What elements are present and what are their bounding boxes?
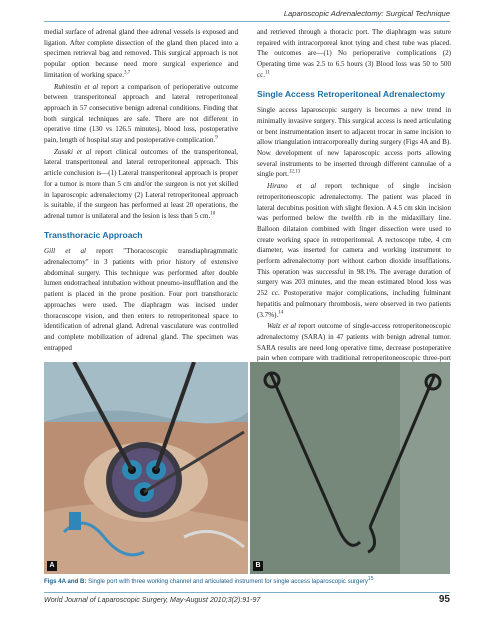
figure-caption: Figs 4A and B: Single port with three working channel and articulated instrument for single access laparoscopic surgery$^{15}$ [44, 575, 374, 585]
articulated-instrument-photo [250, 362, 450, 574]
page-number: 95 [438, 594, 450, 605]
citation: 12,13 [288, 170, 301, 176]
citation: 15 [367, 575, 374, 582]
single-port-photo [44, 362, 248, 574]
citation: 11 [265, 70, 270, 76]
paragraph: Walz et al report outcome of single-access retroperitoneoscopic adrenalectomy (SARA) in 47 patients with benign adrenal tumor. SARA results are need long operative time, decrease postoperative pain when compare with traditional retroperitoneoscopic three-port [257, 322, 451, 363]
citation: 9 [215, 135, 218, 141]
right-column [257, 27, 451, 376]
author-name: Walz et al [267, 322, 296, 331]
footer-journal: World Journal of Laparoscopic Surgery, May-August 2010;3(2):91-97 [44, 596, 261, 604]
figure-4 [44, 362, 450, 574]
author-name: Rubinstin et al [54, 82, 99, 91]
paragraph: Single access laparoscopic surgery is becomes a new trend in minimally invasive surgery. This surgical access is need articulating or bent instrumentation insert to adjacent trocar in same incision to allow triangulation intracorporeally during surgery (Figs 4A and B). Now development of new laparoscopic access ports allowing several instruments to be inserted through different cannulae of a single port.$^{12,13}$ [257, 106, 451, 179]
paragraph: Rubinstin et al report a comparison of perioperative outcome between transperitoneal approach and lateral retroperitoneal approach in 57 consecutive benign adrenal conditions. Finding that both surgical techniques are safe. There are not different in operative time (130 vs 126.5 minutes), blood loss, postoperative pain, length of hospital stay and postoperative complication.$^9$ [44, 82, 238, 145]
panel-label-b: B [253, 561, 263, 571]
figure-panel-b [250, 362, 450, 574]
header-rule [44, 21, 450, 22]
figure-panel-a [44, 362, 248, 574]
running-head: Laparoscopic Adrenalectomy: Surgical Technique [283, 9, 450, 18]
author-name: Zusuki et al [54, 147, 92, 156]
panel-label-a: A [47, 561, 57, 571]
author-name: Hirano et al [267, 182, 317, 191]
paragraph: Gill et al report "Thoracoscopic transdiaphragmmatic adrenalectomy" in 3 patients with prior history of extensive abdominal surgery. This technique was performed after double lumen endotracheal intubation without pneumo-insufflation and the patient is placed in the prone position. Four port transthoracic approaches were used. The diaphragm was incised under thoracoscope vision, and then enters to retroperitoneal space to identification of adrenal gland. Adrenal vasculature was controlled and complete mobilization of adrenal gland. The specimen was entrapped [44, 247, 238, 352]
section-heading-single-access: Single Access Retroperitoneal Adrenalectomy [257, 88, 446, 99]
author-name: Gill et al [44, 247, 87, 256]
citation: 10 [210, 211, 216, 217]
left-column [44, 27, 238, 354]
paragraph: Zusuki et al report clinical outcomes of the transperitoneal, lateral transperitoneal and lateral retroperitoneal approach. This article conclusion is—(1) Lateral transperitoneal approach is proper for a tumor is more than 5 cm and/or the surgeon is not yet skilled in laparoscopic adrenalectomy (2) Lateral retroperitoneal approach is suitable, if the surgeon has performed at least 20 operations, the adrenal tumor is unilateral and the lesion is less than 5 cm.$^{10}$ [44, 147, 238, 220]
paragraph: medial surface of adrenal gland thee adrenal vessels is exposed and ligation. After complete dissection of the gland then placed into a specimen retrieval bag and removed. This surgical approach is not popular option because need more surgical experience and limitation of working space.$^{3,7}$ [44, 28, 238, 79]
citation: 3,7 [124, 70, 131, 76]
paragraph: and retrieved through a thoracic port. The diaphragm was suture repaired with intracorporeal knot tying and chest tube was placed. The outcomes are—(1) No perioperative complications (2) Operating time was 2.5 to 6.5 hours (3) Blood loss was 50 to 500 cc.$^{11}$ [257, 28, 451, 79]
footer-rule [44, 592, 450, 593]
paragraph: Hirano et al report technique of single incision retroperitoneoscopic adrenalectomy. The patient was placed in lateral decubitus position with slight flexion. A 4.5 cm skin incision was performed below the twelfth rib in the midaxillary line. Balloon dilataion combined with finger dissection were used to create working space in retroperitoneal. A rectoscope tube, 4 cm diameter, was inserted for camera and working instrument to perform adrenalectomy port without carbon dioxide insufflations. This operation was successful in 98.1%. The average duration of surgery was 203 minutes, and the mean estimated blood loss was 252 cc. Postoperative major complications, including fulminant hepatitis and pulmonary thrombosis, were observed in two patients (3.7%).$^{14}$ [257, 182, 451, 319]
citation: 14 [278, 310, 284, 316]
section-heading-transthoracic: Transthoracic Approach [44, 229, 143, 240]
